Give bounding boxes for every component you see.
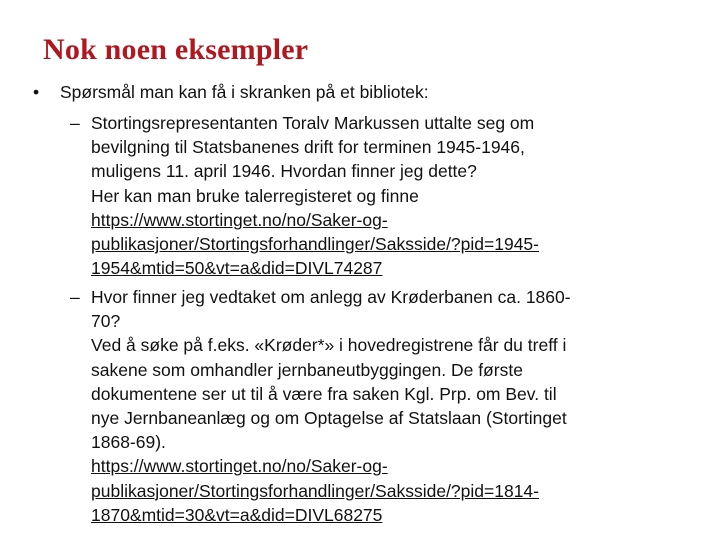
link-line[interactable]: https://www.stortinget.no/no/Saker-og-: [91, 209, 388, 230]
sub-item-body: [91, 285, 650, 527]
sub-item-kroderbanen: [70, 285, 650, 527]
bullet-text: Spørsmål man kan få i skranken på et bibliotek:: [60, 82, 429, 102]
text-line: muligens 11. april 1946. Hvordan finner jeg dette?: [91, 161, 477, 182]
link-line[interactable]: https://www.stortinget.no/no/Saker-og-: [91, 456, 388, 477]
text-line: sakene som omhandler jernbaneutbyggingen. De første: [91, 359, 523, 380]
text-line: nye Jernbaneanlæg og om Optagelse af Statslaan (Stortinget: [91, 408, 567, 429]
text-line: Stortingsrepresentanten Toralv Markussen uttalte seg om: [91, 113, 535, 133]
text-line: bevilgning til Statsbanenes drift for terminen 1945-1946,: [91, 137, 525, 158]
stortinget-link-1814[interactable]: [91, 454, 650, 527]
link-line[interactable]: 1954&mtid=50&vt=a&did=DIVL74287: [91, 258, 383, 279]
bullet-marker: •: [33, 82, 40, 102]
text-line: Ved å søke på f.eks. «Krøder*» i hovedregistrene får du treff i: [91, 335, 567, 356]
link-line[interactable]: publikasjoner/Stortingsforhandlinger/Saksside/?pid=1945-: [91, 234, 539, 255]
text-line: dokumentene ser ut til å være fra saken Kgl. Prp. om Bev. til: [91, 383, 557, 404]
slide-title: Nok noen eksempler: [43, 33, 309, 66]
dash-marker: –: [70, 113, 80, 133]
text-line: Hvor finner jeg vedtaket om anlegg av Krøderbanen ca. 1860-: [91, 287, 571, 307]
link-line[interactable]: 1870&mtid=30&vt=a&did=DIVL68275: [91, 504, 383, 525]
sub-item-body: [91, 111, 650, 280]
text-line: 1868-69).: [91, 432, 166, 453]
stortinget-link-1945[interactable]: [91, 208, 650, 281]
text-line: Her kan man bruke talerregisteret og finne: [91, 185, 419, 206]
text-line: 70?: [91, 311, 121, 332]
dash-marker: –: [70, 287, 80, 307]
link-line[interactable]: publikasjoner/Stortingsforhandlinger/Saksside/?pid=1814-: [91, 480, 539, 501]
sub-item-markussen: [70, 111, 650, 280]
